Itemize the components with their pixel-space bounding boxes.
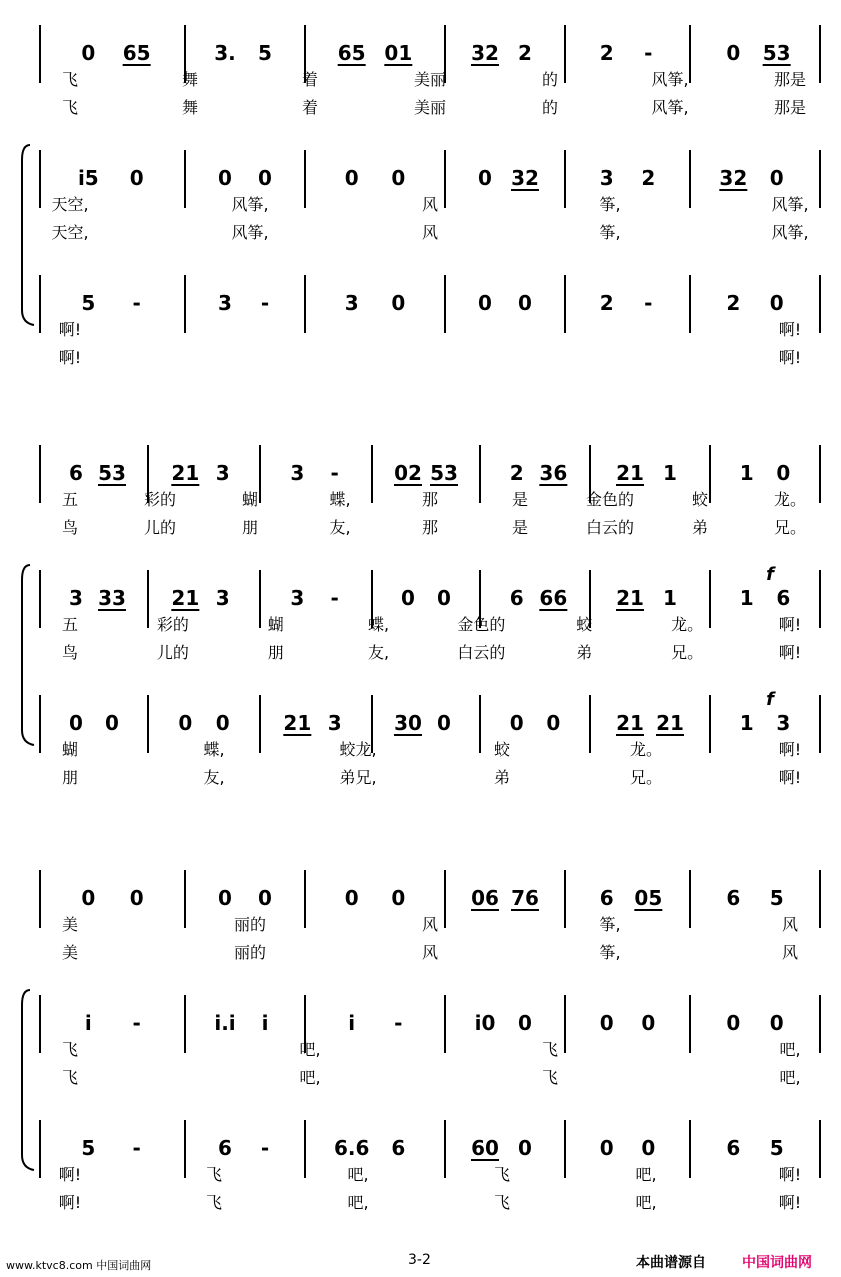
note-group: 0 xyxy=(546,711,561,735)
note-group: 30 xyxy=(394,711,422,735)
lyric-syllable: 的 xyxy=(541,98,559,117)
lyric-syllable: 弟兄, xyxy=(339,768,377,787)
note-group: - xyxy=(394,1011,403,1035)
footer-brand-logo: 中国词曲网 xyxy=(742,1255,812,1271)
lyric-syllable: 蝶, xyxy=(329,490,351,509)
lyric-syllable: 蛟 xyxy=(691,490,709,509)
note-group: 21 xyxy=(616,586,644,610)
note-group: 1 xyxy=(739,461,754,485)
lyric-syllable: 兄。 xyxy=(773,518,807,537)
note-group: 0 xyxy=(509,711,524,735)
lyric-syllable: 啊! xyxy=(778,643,802,662)
note-group: 3 xyxy=(290,461,305,485)
lyric-syllable: 吧, xyxy=(347,1193,369,1212)
lyric-syllable: 筝, xyxy=(599,943,621,962)
note-group: 0 xyxy=(129,166,144,190)
note-group: 0 xyxy=(726,1011,741,1035)
lyric-syllable: 飞 xyxy=(61,70,79,89)
note-group: 0 xyxy=(518,1011,532,1035)
lyric-syllable: 风筝, xyxy=(771,223,809,242)
note-group: 0 xyxy=(478,166,492,190)
lyric-syllable: 啊! xyxy=(778,740,802,759)
note-group: 3 xyxy=(215,586,230,610)
lyric-syllable: 金色的 xyxy=(585,490,635,509)
lyric-syllable: 吧, xyxy=(635,1193,657,1212)
note-group: 0 xyxy=(437,711,451,735)
note-group: 2 xyxy=(641,166,656,190)
note-group: 0 xyxy=(599,1011,614,1035)
lyric-syllable: 吧, xyxy=(347,1165,369,1184)
note-group: 2 xyxy=(726,291,741,315)
lyric-syllable: 弟 xyxy=(493,768,511,787)
note-group: 01 xyxy=(384,41,413,65)
note-group: 0 xyxy=(344,166,359,190)
note-group: 5 xyxy=(81,291,96,315)
lyric-syllable: 朋 xyxy=(61,768,79,787)
note-group: i xyxy=(348,1011,356,1035)
lyric-syllable: 风筝, xyxy=(231,223,269,242)
note-group: 2 xyxy=(518,41,532,65)
lyric-syllable: 啊! xyxy=(778,1193,802,1212)
note-group: 0 xyxy=(344,886,359,910)
note-group: 1 xyxy=(739,711,754,735)
lyric-syllable: 白云的 xyxy=(457,643,506,662)
note-group: i.i xyxy=(214,1011,236,1035)
lyric-syllable: 美丽 xyxy=(413,70,447,89)
note-group: i0 xyxy=(474,1011,496,1035)
note-group: 5 xyxy=(81,1136,96,1160)
note-group: 0 xyxy=(258,166,272,190)
lyric-syllable: 美丽 xyxy=(413,98,447,117)
note-group: 0 xyxy=(641,1011,656,1035)
note-group: 0 xyxy=(391,291,406,315)
lyric-syllable: 舞 xyxy=(181,70,199,89)
lyric-syllable: 啊! xyxy=(58,348,82,367)
lyric-syllable: 丽的 xyxy=(233,915,267,934)
note-group: 0 xyxy=(401,586,415,610)
note-group: 06 xyxy=(471,886,499,910)
lyric-syllable: 飞 xyxy=(61,1040,79,1059)
note-group: 0 xyxy=(599,1136,614,1160)
note-group: 0 xyxy=(69,711,83,735)
note-group: 0 xyxy=(437,586,451,610)
note-group: 21 xyxy=(656,711,684,735)
note-group: 6.6 xyxy=(333,1136,370,1160)
lyric-syllable: 儿的 xyxy=(156,643,189,662)
lyric-syllable: 蝶, xyxy=(203,740,225,759)
note-group: 66 xyxy=(539,586,568,610)
note-group: 65 xyxy=(337,41,366,65)
lyric-syllable: 着 xyxy=(301,70,319,89)
lyric-syllable: 五 xyxy=(61,615,79,634)
lyric-syllable: 啊! xyxy=(778,348,802,367)
lyric-syllable: 风 xyxy=(421,223,439,242)
footer-website: www.ktvc8.com 中国词曲网 xyxy=(6,1259,152,1272)
note-group: 2 xyxy=(599,291,614,315)
note-group: 3 xyxy=(218,291,232,315)
lyric-syllable: 的 xyxy=(541,70,559,89)
dynamic-mark: f xyxy=(766,564,774,585)
lyric-syllable: 美 xyxy=(61,943,79,962)
note-group: 3 xyxy=(290,586,305,610)
lyric-syllable: 是 xyxy=(511,518,529,537)
lyric-syllable: 飞 xyxy=(541,1068,559,1087)
system-brace xyxy=(22,565,34,745)
lyric-syllable: 蛟龙, xyxy=(339,740,377,759)
note-group: - xyxy=(330,461,339,485)
lyric-syllable: 飞 xyxy=(493,1193,511,1212)
lyric-syllable: 筝, xyxy=(599,223,621,242)
note-group: 3 xyxy=(215,461,230,485)
note-group: 53 xyxy=(98,461,126,485)
lyric-syllable: 蝴 xyxy=(61,740,79,759)
lyric-syllable: 蛟 xyxy=(493,740,511,759)
lyric-syllable: 蝶, xyxy=(368,615,390,634)
lyric-syllable: 白云的 xyxy=(585,518,635,537)
note-group: 6 xyxy=(726,1136,741,1160)
lyric-syllable: 啊! xyxy=(778,615,802,634)
lyric-syllable: 啊! xyxy=(778,768,802,787)
lyric-syllable: 风 xyxy=(421,915,439,934)
note-group: 76 xyxy=(511,886,539,910)
note-group: 33 xyxy=(98,586,126,610)
lyric-syllable: 五 xyxy=(61,490,79,509)
note-group: 0 xyxy=(391,886,406,910)
lyric-syllable: 吧, xyxy=(299,1068,321,1087)
note-group: 0 xyxy=(218,886,232,910)
lyric-syllable: 友, xyxy=(329,518,351,537)
lyric-syllable: 天空, xyxy=(51,223,89,242)
lyric-syllable: 啊! xyxy=(58,1193,82,1212)
lyric-syllable: 龙。 xyxy=(773,490,807,509)
lyric-syllable: 金色的 xyxy=(457,615,506,634)
lyric-syllable: 儿的 xyxy=(143,518,177,537)
lyric-syllable: 蝴 xyxy=(241,490,259,509)
note-group: 3. xyxy=(214,41,236,65)
lyric-syllable: 飞 xyxy=(493,1165,511,1184)
lyric-syllable: 那 xyxy=(421,518,439,537)
note-group: 0 xyxy=(769,291,784,315)
lyric-syllable: 兄。 xyxy=(629,768,663,787)
lyric-syllable: 友, xyxy=(203,768,225,787)
note-group: 6 xyxy=(391,1136,406,1160)
lyric-syllable: 啊! xyxy=(778,1165,802,1184)
note-group: 0 xyxy=(641,1136,656,1160)
note-group: 0 xyxy=(391,166,406,190)
lyric-syllable: 鸟 xyxy=(61,518,79,537)
lyric-syllable: 那是 xyxy=(773,98,807,117)
lyric-syllable: 风 xyxy=(781,943,799,962)
lyric-syllable: 那 xyxy=(421,490,439,509)
lyric-syllable: 啊! xyxy=(58,1165,82,1184)
note-group: 32 xyxy=(471,41,499,65)
lyric-syllable: 风 xyxy=(421,195,439,214)
note-group: - xyxy=(260,1136,270,1160)
note-group: 6 xyxy=(776,586,791,610)
lyric-syllable: 着 xyxy=(301,98,319,117)
lyric-syllable: 筝, xyxy=(599,195,621,214)
note-group: 0 xyxy=(129,886,144,910)
lyric-syllable: 飞 xyxy=(541,1040,559,1059)
lyric-syllable: 飞 xyxy=(205,1165,223,1184)
note-group: 21 xyxy=(171,461,200,485)
note-group: 21 xyxy=(283,711,312,735)
note-group: 0 xyxy=(81,886,96,910)
lyric-syllable: 风筝, xyxy=(231,195,269,214)
note-group: 0 xyxy=(178,711,193,735)
note-group: i xyxy=(84,1011,92,1035)
dynamic-mark: f xyxy=(766,689,774,710)
note-group: 3 xyxy=(344,291,359,315)
note-group: 0 xyxy=(258,886,272,910)
note-group: 0 xyxy=(81,41,96,65)
note-group: - xyxy=(644,41,653,65)
lyric-syllable: 彩的 xyxy=(143,490,177,509)
note-group: 2 xyxy=(599,41,614,65)
note-group: 1 xyxy=(663,586,677,610)
note-group: 5 xyxy=(769,886,784,910)
note-group: - xyxy=(260,291,270,315)
lyric-syllable: 啊! xyxy=(778,320,802,339)
note-group: 05 xyxy=(634,886,663,910)
lyric-syllable: 啊! xyxy=(58,320,82,339)
note-group: - xyxy=(330,586,339,610)
lyric-syllable: 美 xyxy=(61,915,79,934)
note-group: 6 xyxy=(599,886,614,910)
note-group: 32 xyxy=(511,166,539,190)
note-group: 1 xyxy=(739,586,754,610)
note-group: 53 xyxy=(762,41,791,65)
note-group: 6 xyxy=(726,886,741,910)
note-group: 0 xyxy=(769,1011,784,1035)
lyric-syllable: 飞 xyxy=(205,1193,223,1212)
note-group: 2 xyxy=(509,461,524,485)
lyric-syllable: 风 xyxy=(781,915,799,934)
note-group: 6 xyxy=(509,586,524,610)
note-group: - xyxy=(644,291,653,315)
note-group: 21 xyxy=(616,461,644,485)
note-group: 6 xyxy=(69,461,83,485)
lyric-syllable: 风 xyxy=(421,943,439,962)
note-group: 36 xyxy=(539,461,568,485)
lyric-syllable: 龙。 xyxy=(671,615,704,634)
note-group: 3 xyxy=(69,586,83,610)
note-group: 60 xyxy=(471,1136,499,1160)
note-group: 32 xyxy=(719,166,748,190)
note-group: 0 xyxy=(776,461,791,485)
note-group: 21 xyxy=(616,711,644,735)
note-group: 3 xyxy=(327,711,342,735)
note-group: 5 xyxy=(769,1136,784,1160)
note-group: 0 xyxy=(478,291,492,315)
note-group: 3 xyxy=(599,166,614,190)
note-group: i xyxy=(261,1011,269,1035)
lyric-syllable: 风筝, xyxy=(771,195,809,214)
lyric-syllable: 兄。 xyxy=(671,643,704,662)
lyric-syllable: 彩的 xyxy=(156,615,189,634)
note-group: 0 xyxy=(726,41,741,65)
note-group: 02 xyxy=(394,461,422,485)
lyric-syllable: 朋 xyxy=(267,643,284,662)
note-group: 53 xyxy=(430,461,458,485)
lyric-syllable: 是 xyxy=(511,490,529,509)
note-group: 0 xyxy=(518,1136,532,1160)
lyric-syllable: 风筝, xyxy=(651,98,689,117)
lyric-syllable: 鸟 xyxy=(61,643,79,662)
lyric-syllable: 筝, xyxy=(599,915,621,934)
lyric-syllable: 朋 xyxy=(241,518,259,537)
note-group: 0 xyxy=(518,291,532,315)
lyric-syllable: 风筝, xyxy=(651,70,689,89)
lyric-syllable: 飞 xyxy=(61,98,79,117)
note-group: 21 xyxy=(171,586,200,610)
note-group: 0 xyxy=(105,711,119,735)
lyric-syllable: 龙。 xyxy=(629,740,663,759)
lyric-syllable: 蛟 xyxy=(576,615,593,634)
system-brace xyxy=(22,145,34,325)
lyric-syllable: 丽的 xyxy=(233,943,267,962)
note-group: 3 xyxy=(776,711,791,735)
lyric-syllable: 吧, xyxy=(779,1040,801,1059)
note-group: - xyxy=(132,1136,141,1160)
note-group: 0 xyxy=(769,166,784,190)
note-group: 65 xyxy=(122,41,151,65)
note-group: 0 xyxy=(218,166,232,190)
lyric-syllable: 舞 xyxy=(181,98,199,117)
lyric-syllable: 天空, xyxy=(51,195,89,214)
note-group: 0 xyxy=(215,711,230,735)
note-group: - xyxy=(132,291,141,315)
lyric-syllable: 飞 xyxy=(61,1068,79,1087)
note-group: - xyxy=(132,1011,141,1035)
system-brace xyxy=(22,990,34,1170)
lyric-syllable: 蝴 xyxy=(267,615,284,634)
lyric-syllable: 吧, xyxy=(635,1165,657,1184)
note-group: 6 xyxy=(218,1136,232,1160)
lyric-syllable: 吧, xyxy=(299,1040,321,1059)
note-group: 5 xyxy=(258,41,272,65)
footer-source-label: 本曲谱源自 xyxy=(636,1255,706,1271)
lyric-syllable: 那是 xyxy=(773,70,807,89)
lyric-syllable: 弟 xyxy=(576,643,593,662)
note-group: i5 xyxy=(77,166,99,190)
lyric-syllable: 友, xyxy=(368,643,390,662)
note-group: 1 xyxy=(663,461,677,485)
page-number: 3-2 xyxy=(408,1252,431,1268)
lyric-syllable: 吧, xyxy=(779,1068,801,1087)
lyric-syllable: 弟 xyxy=(691,518,709,537)
